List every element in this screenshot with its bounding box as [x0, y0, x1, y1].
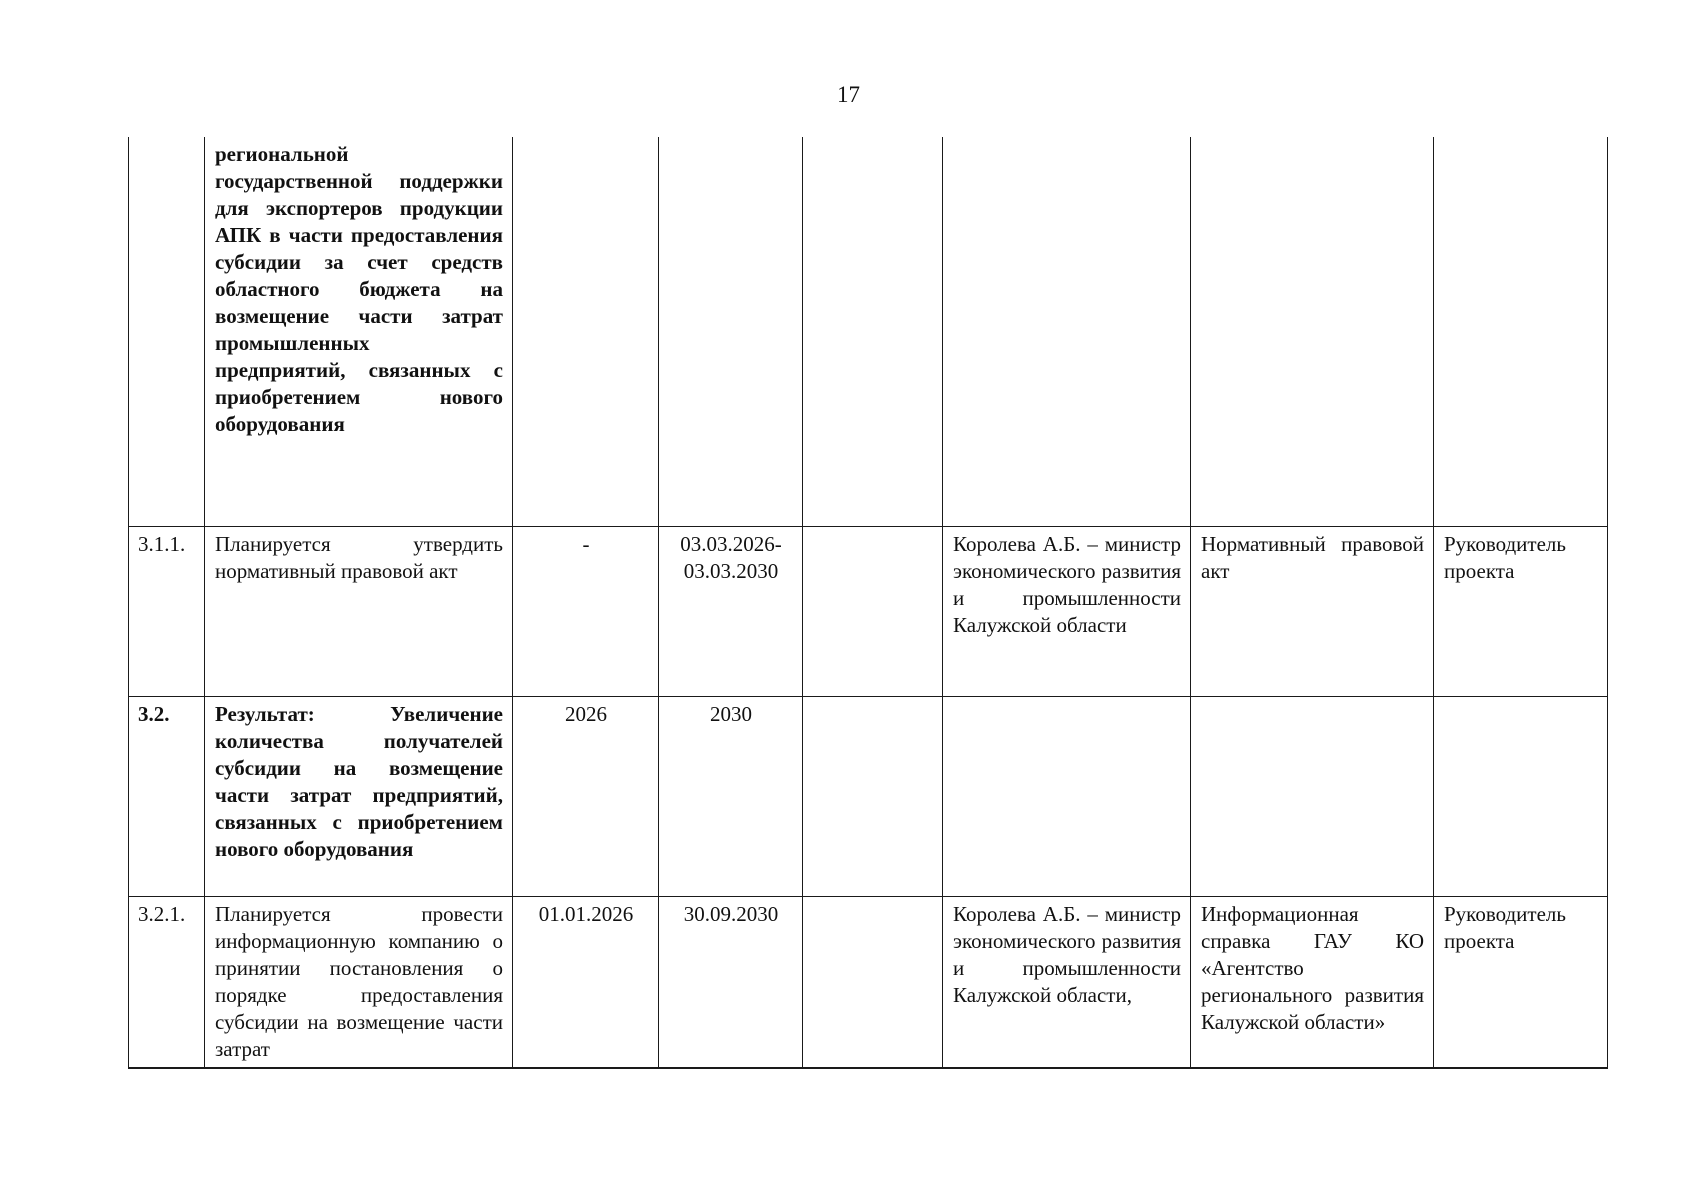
end-date: 03.03.2026- 03.03.2030: [659, 526, 803, 696]
project-role: [1434, 696, 1608, 896]
row-description: Планируется утвердить нормативный правовой акт: [205, 526, 513, 696]
page-number: 17: [837, 82, 860, 107]
table-row: [129, 896, 1608, 1068]
empty-cell: [803, 137, 943, 526]
start-date: -: [513, 526, 659, 696]
empty-cell: [803, 696, 943, 896]
end-date: 30.09.2030: [659, 896, 803, 1068]
empty-cell: [803, 896, 943, 1068]
row-number: 3.1.1.: [129, 526, 205, 696]
result-document: [1191, 137, 1434, 526]
start-date: 2026: [513, 696, 659, 896]
empty-cell: [803, 526, 943, 696]
responsible-person: Королева А.Б. – министр экономического развития и промышленности Калужской области,: [943, 896, 1191, 1068]
project-plan-table: [128, 137, 1608, 1069]
result-document: [1191, 696, 1434, 896]
project-role: [1434, 137, 1608, 526]
row-description: региональной государственной поддержки для экспортеров продукции АПК в части предоставления субсидии за счет средств областного бюджета на возмещение части затрат промышленных предприятий, связанных с приобретением нового оборудования: [205, 137, 513, 526]
start-date: [513, 137, 659, 526]
result-document: Информационная справка ГАУ КО «Агентство регионального развития Калужской области»: [1191, 896, 1434, 1068]
responsible-person: [943, 696, 1191, 896]
result-document: Нормативный правовой акт: [1191, 526, 1434, 696]
responsible-person: Королева А.Б. – министр экономического развития и промышленности Калужской области: [943, 526, 1191, 696]
row-description: Результат: Увеличение количества получателей субсидии на возмещение части затрат предприятий, связанных с приобретением нового оборудования: [205, 696, 513, 896]
project-role: Руководитель проекта: [1434, 526, 1608, 696]
table-row: [129, 696, 1608, 896]
start-date: 01.01.2026: [513, 896, 659, 1068]
row-number: 3.2.1.: [129, 896, 205, 1068]
responsible-person: [943, 137, 1191, 526]
table-row: [129, 526, 1608, 696]
row-number: [129, 137, 205, 526]
end-date: [659, 137, 803, 526]
table-row: [129, 137, 1608, 526]
row-number: 3.2.: [129, 696, 205, 896]
row-description: Планируется провести информационную компанию о принятии постановления о порядке предоставления субсидии на возмещение части затрат: [205, 896, 513, 1068]
project-role: Руководитель проекта: [1434, 896, 1608, 1068]
end-date: 2030: [659, 696, 803, 896]
